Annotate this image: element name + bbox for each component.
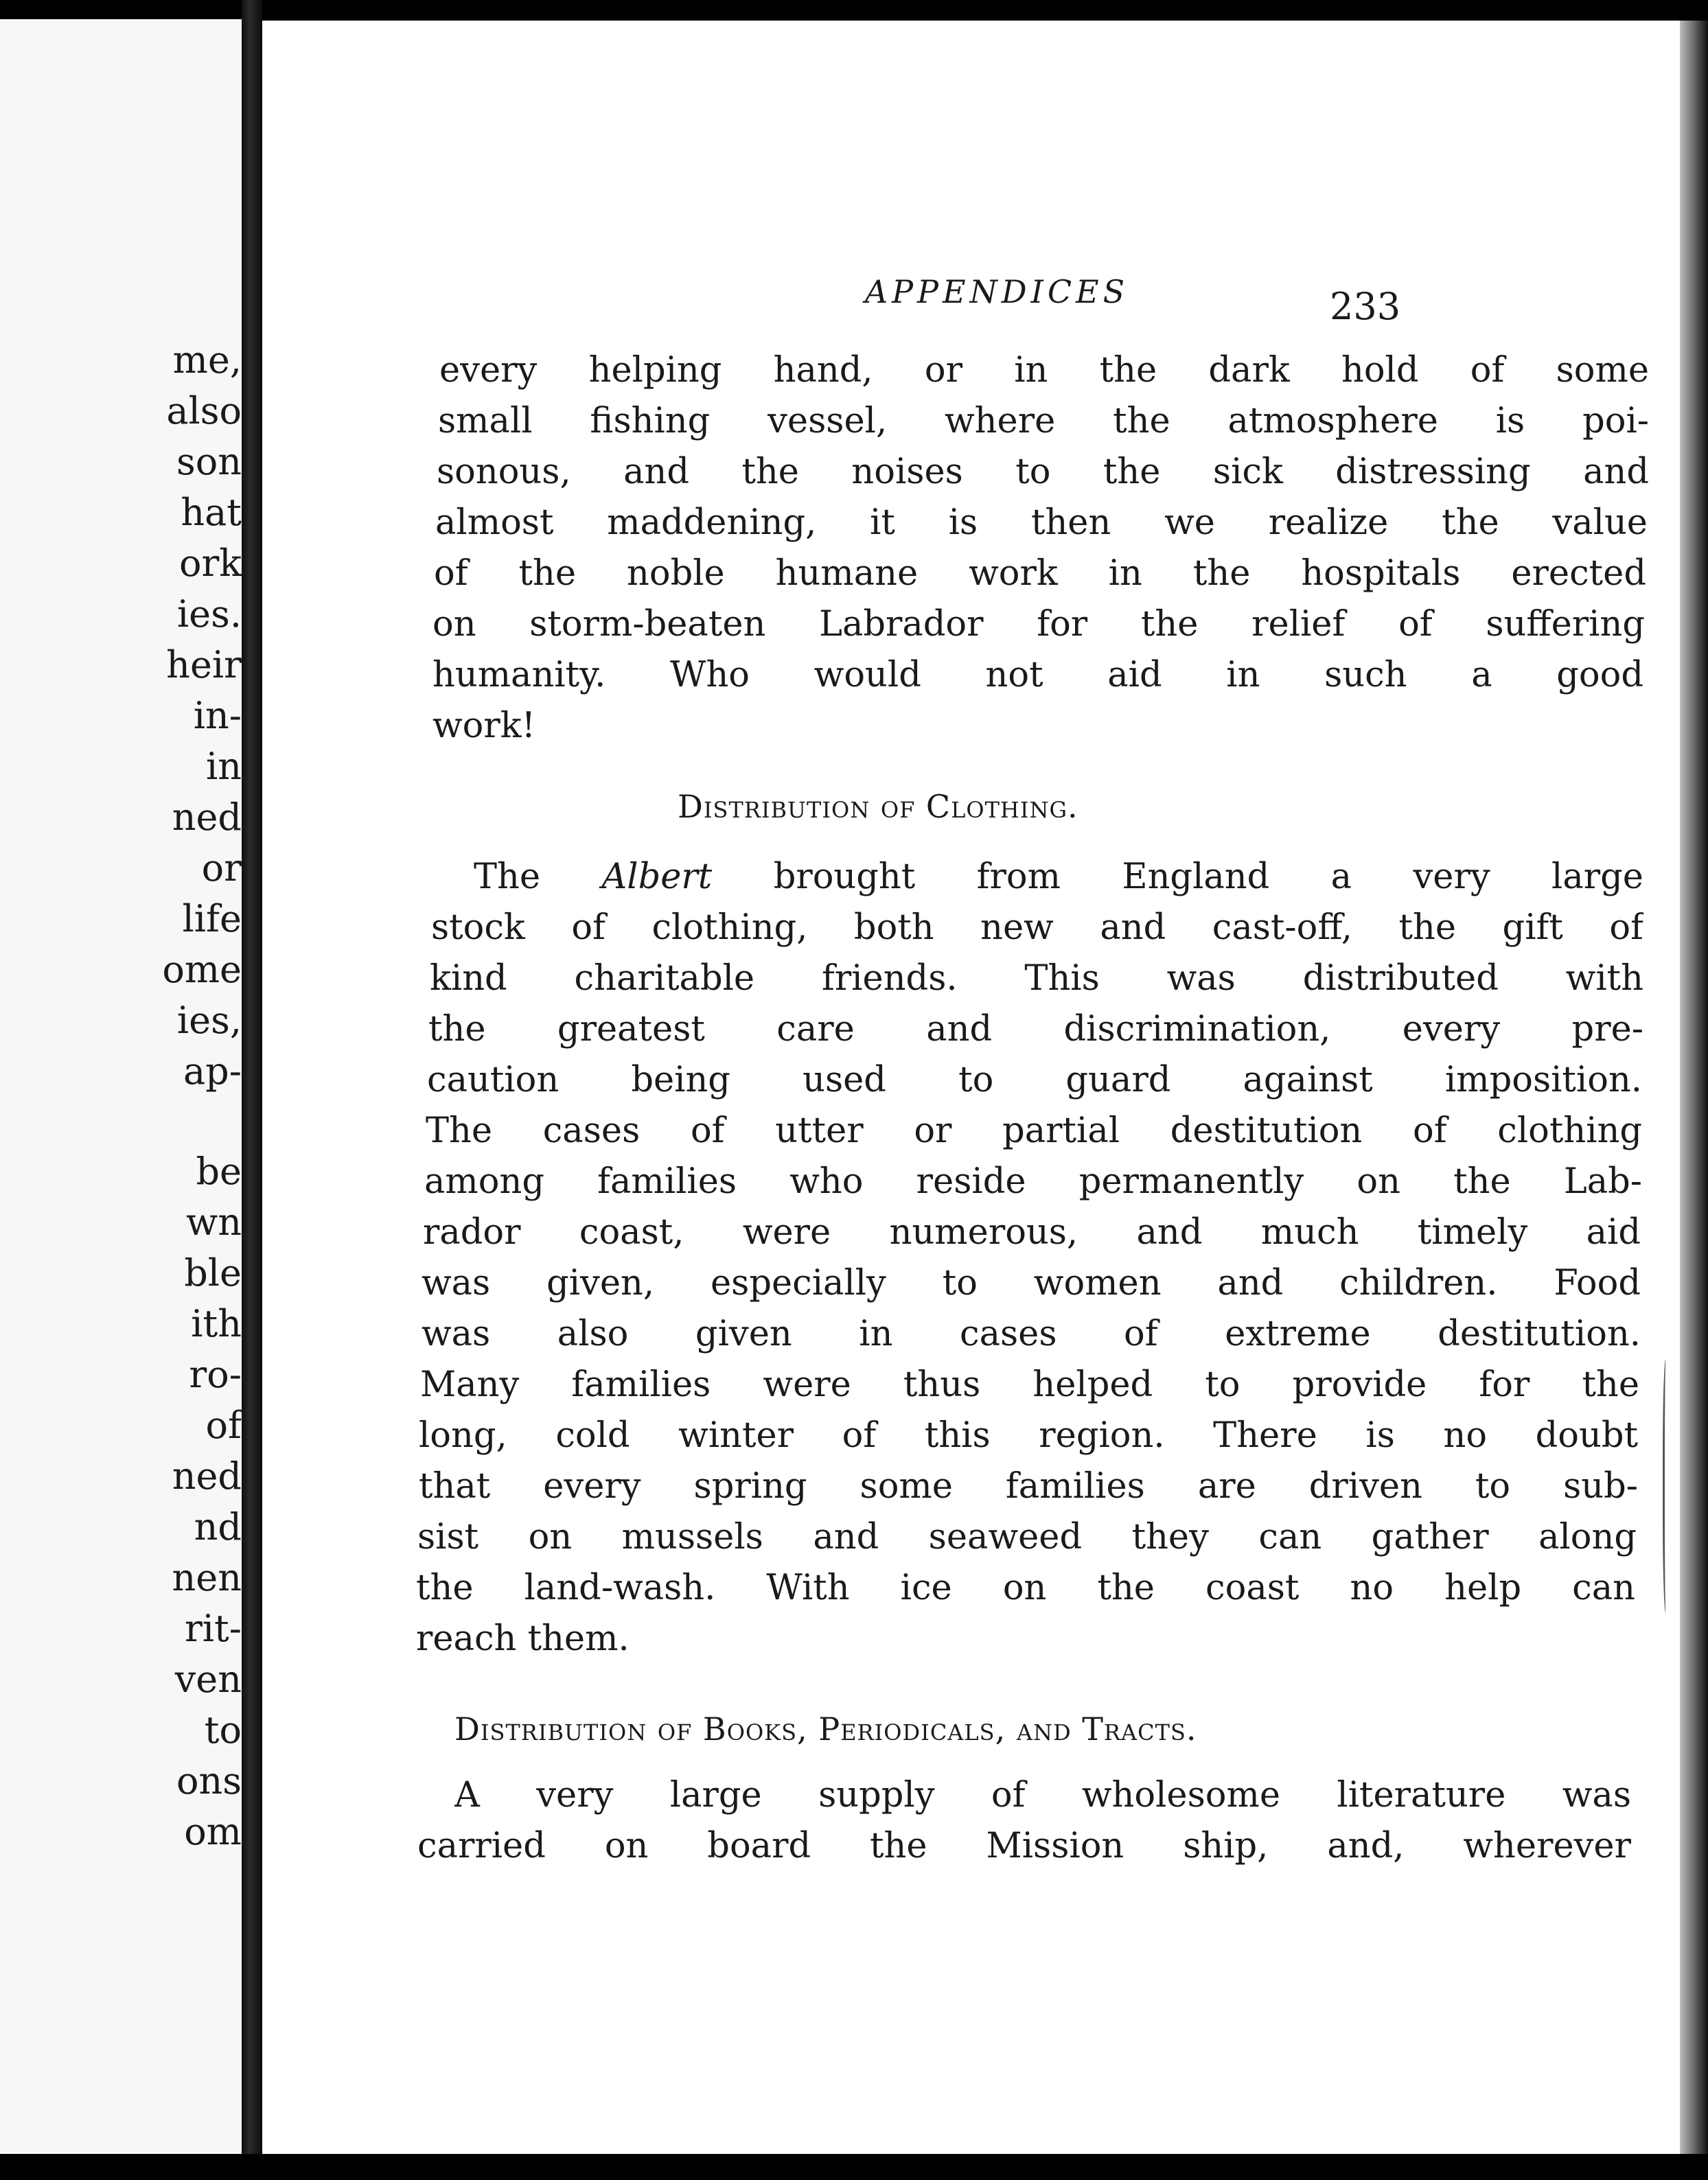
scan-bottom-border — [0, 2154, 1708, 2180]
text-line: on storm-beaten Labrador for the relief of suffering — [432, 604, 1645, 645]
text-line: the land-wash. With ice on the coast no help can — [416, 1568, 1635, 1608]
left-page-fragment: ome — [162, 948, 242, 991]
text-line: rador coast, were numerous, and much timely aid — [423, 1212, 1641, 1253]
left-page-fragment: heir — [166, 643, 242, 686]
text-fragment: The — [474, 857, 602, 897]
text-line: long, cold winter of this region. There is no doubt — [419, 1415, 1638, 1456]
text-line: the greatest care and discrimination, every pre- — [428, 1009, 1643, 1050]
left-page-fragment: nd — [194, 1505, 242, 1549]
text-line: caution being used to guard against imposition. — [427, 1060, 1642, 1100]
text-line: almost maddening, it is then we realize the value — [435, 502, 1648, 543]
left-page-fragment: of — [205, 1404, 242, 1447]
left-facing-page — [0, 19, 242, 2154]
left-page-fragment: wn — [186, 1201, 242, 1244]
left-page-fragment: nen — [172, 1556, 242, 1599]
right-page — [262, 21, 1680, 2154]
left-page-fragment: to — [204, 1708, 242, 1752]
left-page-fragment: ble — [184, 1251, 242, 1295]
left-page-fragment: ons — [176, 1759, 242, 1802]
text-line: among families who reside permanently on the Lab- — [424, 1161, 1642, 1202]
text-line: humanity. Who would not aid in such a good — [432, 655, 1643, 695]
left-page-fragment: ap- — [183, 1050, 242, 1093]
left-page-fragment: ork — [178, 542, 242, 585]
text-line: of the noble humane work in the hospitals erected — [434, 553, 1646, 594]
left-page-fragment: be — [196, 1150, 242, 1193]
text-line: sonous, and the noises to the sick distressing and — [437, 452, 1649, 492]
text-line: A very large supply of wholesome literature was — [454, 1775, 1631, 1816]
left-page-fragment: ro- — [189, 1353, 242, 1396]
text-line: small fishing vessel, where the atmosphere is poi- — [438, 401, 1649, 441]
text-line: that every spring some families are driven to sub- — [419, 1466, 1638, 1507]
left-page-fragment: also — [166, 389, 242, 432]
page-number: 233 — [1330, 285, 1401, 328]
text-line: Many families were thus helped to provide for the — [420, 1365, 1639, 1405]
left-page-fragment: om — [184, 1810, 242, 1853]
left-page-fragment: in- — [193, 694, 242, 737]
section-heading-books: Distribution of Books, Periodicals, and Tracts. — [454, 1711, 1197, 1748]
left-page-fragment: rit- — [184, 1607, 242, 1650]
text-line: every helping hand, or in the dark hold of some — [439, 350, 1649, 391]
text-line: The cases of utter or partial destitution of clothing — [426, 1111, 1642, 1151]
left-page-fragment: in — [205, 745, 242, 788]
book-gutter — [242, 0, 262, 2180]
left-page-fragment: ned — [172, 796, 242, 839]
text-line: was also given in cases of extreme destitution. — [422, 1314, 1641, 1354]
left-page-fragment: ith — [191, 1302, 242, 1345]
pencil-margin-mark — [1663, 1359, 1670, 1613]
text-line-with-ship-name — [474, 857, 1643, 898]
left-page-fragment: ies, — [176, 999, 242, 1042]
left-page-fragment: ned — [172, 1454, 242, 1498]
text-line: stock of clothing, both new and cast-off, the gift of — [431, 907, 1643, 948]
left-page-fragment: son — [176, 440, 242, 483]
text-line: was given, especially to women and children. Food — [422, 1263, 1641, 1303]
text-line: kind charitable friends. This was distributed with — [430, 958, 1643, 999]
section-heading-clothing: Distribution of Clothing. — [678, 788, 1078, 825]
text-line: carried on board the Mission ship, and, wherever — [417, 1826, 1631, 1866]
left-page-fragment: ven — [174, 1658, 242, 1701]
ship-name: Albert — [601, 857, 713, 897]
left-page-fragment: ies. — [176, 592, 242, 636]
text-line: sist on mussels and seaweed they can gather along — [417, 1517, 1637, 1557]
text-line: work! — [432, 706, 536, 746]
left-page-fragment: me, — [172, 338, 242, 382]
running-head: APPENDICES — [864, 273, 1129, 310]
left-page-fragment: hat — [181, 491, 242, 534]
text-line: reach them. — [416, 1619, 630, 1659]
left-page-fragment: life — [182, 897, 242, 940]
text-fragment: brought from England a very large — [712, 857, 1643, 897]
page-edge-shadow — [1680, 21, 1708, 2154]
left-page-fragment: or — [201, 846, 242, 890]
